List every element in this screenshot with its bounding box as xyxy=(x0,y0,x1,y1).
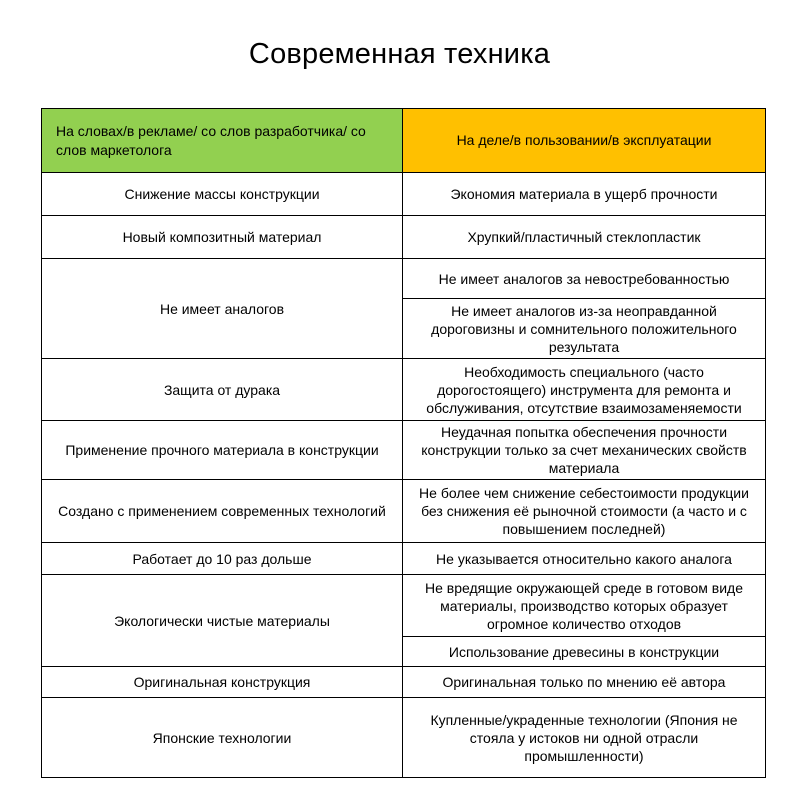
table-row xyxy=(42,259,766,299)
table-row xyxy=(42,480,766,543)
page-title: Современная техника xyxy=(248,38,551,70)
header-reality: На деле/в пользовании/в эксплуатации xyxy=(403,109,766,173)
claim-cell: Защита от дурака xyxy=(42,359,403,421)
comparison-table xyxy=(41,108,766,778)
claim-cell: Японские технологии xyxy=(42,698,403,778)
claim-cell: Снижение массы конструкции xyxy=(42,173,403,216)
reality-cell: Необходимость специального (часто дорогостоящего) инструмента для ремонта и обслуживания, отсутствие взаимозаменяемости xyxy=(403,359,766,421)
reality-cell: Не имеет аналогов за невостребованностью xyxy=(403,259,766,299)
claim-cell: Экологически чистые материалы xyxy=(42,575,403,667)
claim-cell: Применение прочного материала в конструкции xyxy=(42,421,403,480)
reality-cell: Использование древесины в конструкции xyxy=(403,637,766,667)
claim-cell: Создано с применением современных технологий xyxy=(42,480,403,543)
table-row xyxy=(42,575,766,637)
reality-cell: Хрупкий/пластичный стеклопластик xyxy=(403,216,766,259)
reality-cell: Не имеет аналогов из-за неоправданной дороговизны и сомнительного положительного результата xyxy=(403,299,766,359)
reality-cell: Не вредящие окружающей среде в готовом виде материалы, производство которых образует огромное количество отходов xyxy=(403,575,766,637)
reality-cell: Купленные/украденные технологии (Япония не стояла у истоков ни одной отрасли промышленности) xyxy=(403,698,766,778)
table-row xyxy=(42,216,766,259)
reality-cell: Неудачная попытка обеспечения прочности конструкции только за счет механических свойств материала xyxy=(403,421,766,480)
table-row xyxy=(42,421,766,480)
reality-cell: Не более чем снижение себестоимости продукции без снижения её рыночной стоимости (а часто и с повышением последней) xyxy=(403,480,766,543)
claim-cell: Оригинальная конструкция xyxy=(42,667,403,698)
claim-cell: Работает до 10 раз дольше xyxy=(42,543,403,575)
reality-cell: Экономия материала в ущерб прочности xyxy=(403,173,766,216)
table-row xyxy=(42,173,766,216)
header-claims: На словах/в рекламе/ со слов разработчика/ со слов маркетолога xyxy=(42,109,403,173)
table-row xyxy=(42,543,766,575)
table-row xyxy=(42,667,766,698)
claim-cell: Не имеет аналогов xyxy=(42,259,403,359)
claim-cell: Новый композитный материал xyxy=(42,216,403,259)
reality-cell: Не указывается относительно какого аналога xyxy=(403,543,766,575)
table-row xyxy=(42,359,766,421)
table-row xyxy=(42,698,766,778)
reality-cell: Оригинальная только по мнению её автора xyxy=(403,667,766,698)
